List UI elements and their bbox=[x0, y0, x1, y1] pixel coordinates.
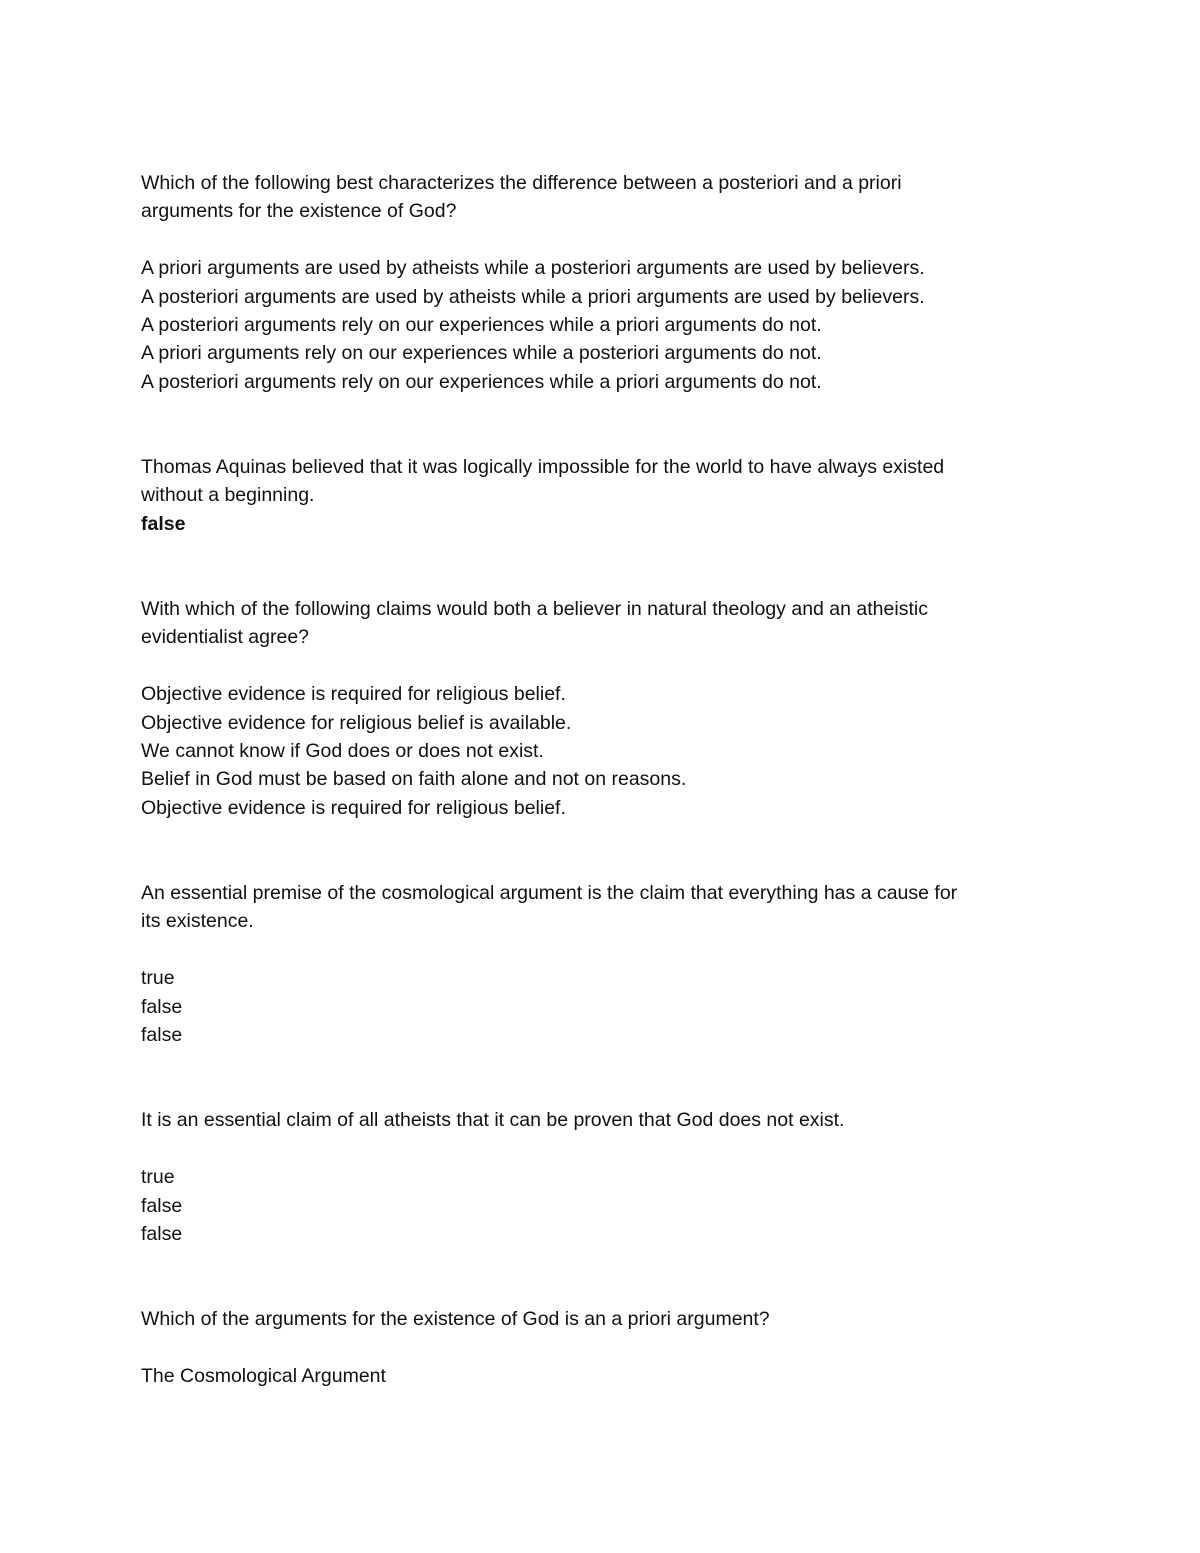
question-3-option-4: Belief in God must be based on faith alone and not on reasons. bbox=[141, 768, 687, 791]
question-1-option-3: A posteriori arguments rely on our experiences while a priori arguments do not. bbox=[141, 314, 822, 337]
question-3-option-5: Objective evidence is required for religious belief. bbox=[141, 796, 566, 819]
question-4-option-3: false bbox=[141, 1024, 183, 1047]
question-5-options bbox=[141, 1163, 1061, 1248]
question-5-prompt-line-1: It is an essential claim of all atheists that it can be proven that God does not exist. bbox=[141, 1109, 845, 1132]
question-4-prompt-line-2: its existence. bbox=[141, 910, 254, 933]
question-3-prompt-line-1: With which of the following claims would both a believer in natural theology and an atheistic bbox=[141, 598, 928, 621]
question-3-options bbox=[141, 680, 1061, 822]
question-6-prompt-line-1: Which of the arguments for the existence of God is an a priori argument? bbox=[141, 1308, 770, 1331]
question-4-option-1: true bbox=[141, 967, 175, 990]
question-4 bbox=[141, 879, 1061, 1049]
question-1 bbox=[141, 169, 1061, 396]
question-1-option-2: A posteriori arguments are used by atheists while a priori arguments are used by believers. bbox=[141, 285, 925, 308]
question-1-prompt-line-2: arguments for the existence of God? bbox=[141, 200, 457, 223]
question-6 bbox=[141, 1305, 1061, 1390]
question-5-option-2: false bbox=[141, 1194, 183, 1217]
question-3-option-3: We cannot know if God does or does not exist. bbox=[141, 740, 544, 763]
question-3-prompt-line-2: evidentialist agree? bbox=[141, 626, 310, 649]
question-5 bbox=[141, 1106, 1061, 1248]
question-2-prompt-line-1: Thomas Aquinas believed that it was logically impossible for the world to have always existed bbox=[141, 456, 945, 479]
question-5-option-3: false bbox=[141, 1222, 183, 1245]
question-2-prompt-line-2: without a beginning. bbox=[141, 484, 315, 507]
question-3-option-1: Objective evidence is required for religious belief. bbox=[141, 683, 566, 706]
question-6-options bbox=[141, 1362, 1061, 1390]
question-2-answer: false bbox=[141, 512, 186, 535]
question-6-option-1: The Cosmological Argument bbox=[141, 1364, 386, 1387]
question-1-options bbox=[141, 254, 1061, 396]
question-1-option-1: A priori arguments are used by atheists while a posteriori arguments are used by believers. bbox=[141, 257, 925, 280]
question-1-prompt-line-1: Which of the following best characterizes the difference between a posteriori and a priori bbox=[141, 172, 902, 194]
question-4-options bbox=[141, 964, 1061, 1049]
question-3-option-2: Objective evidence for religious belief is available. bbox=[141, 711, 572, 734]
question-4-option-2: false bbox=[141, 995, 183, 1018]
question-3 bbox=[141, 595, 1061, 822]
question-2 bbox=[141, 453, 1061, 538]
question-1-option-5: A posteriori arguments rely on our experiences while a priori arguments do not. bbox=[141, 370, 822, 393]
question-5-option-1: true bbox=[141, 1166, 175, 1189]
question-1-option-4: A priori arguments rely on our experiences while a posteriori arguments do not. bbox=[141, 342, 822, 365]
question-4-prompt-line-1: An essential premise of the cosmological argument is the claim that everything has a cause for bbox=[141, 882, 958, 905]
document-page bbox=[141, 169, 1061, 1390]
